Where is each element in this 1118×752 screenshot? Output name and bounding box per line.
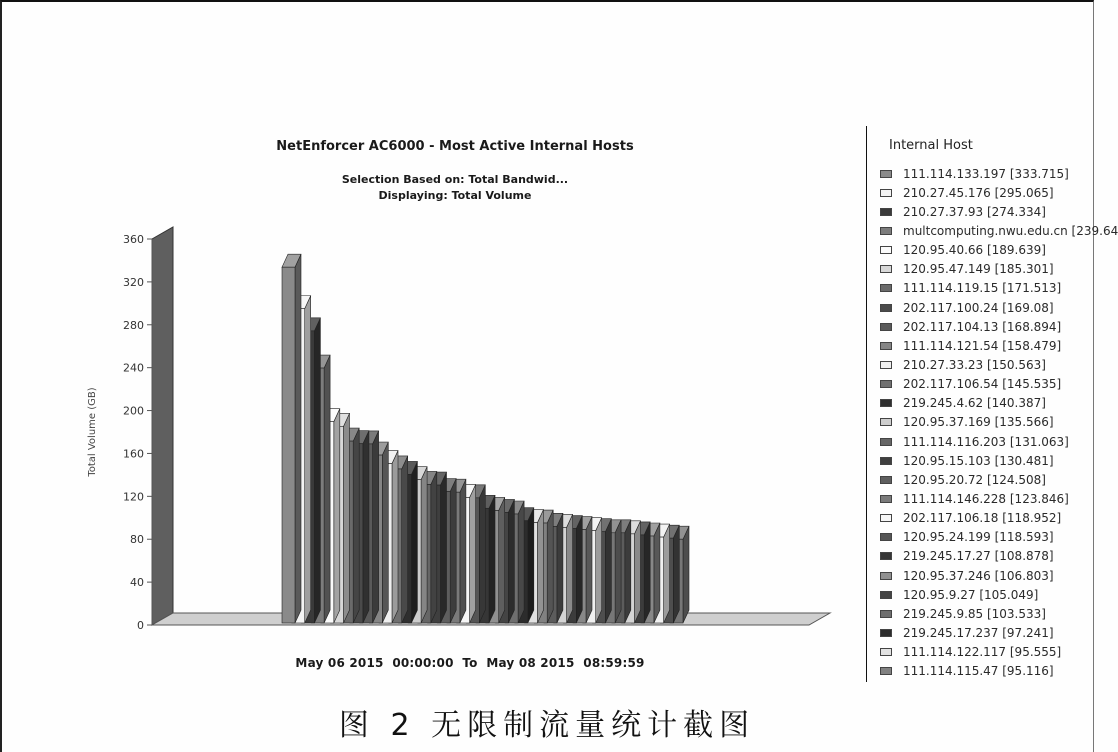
bar-side	[499, 497, 505, 623]
legend-swatch	[880, 667, 892, 675]
legend-item	[880, 566, 1094, 585]
bar-side	[664, 524, 670, 623]
legend-swatch	[880, 208, 892, 216]
bar-side	[479, 485, 485, 623]
legend-swatch	[880, 572, 892, 580]
y-tick-label: 320	[123, 275, 144, 289]
y-tick-label: 240	[123, 361, 144, 375]
bar-side	[353, 428, 359, 623]
legend-swatch	[880, 189, 892, 197]
bar-side	[314, 318, 320, 623]
bar-side	[373, 431, 379, 623]
date-range-label: May 06 2015 00:00:00 To May 08 2015 08:59:59	[295, 656, 645, 670]
legend-item	[880, 643, 1094, 662]
legend-label: multcomputing.nwu.edu.cn [239.64	[903, 223, 1118, 238]
bar-side	[411, 461, 417, 623]
legend-item	[880, 279, 1094, 298]
figure-caption: 图 2 无限制流量统计截图	[338, 708, 756, 743]
bar-side	[402, 456, 408, 623]
legend-label: 120.95.47.149 [185.301]	[903, 262, 1054, 277]
legend-item	[880, 221, 1118, 240]
legend-item	[880, 413, 1094, 432]
bar-side	[547, 510, 553, 623]
legend-label: 111.114.146.228 [123.846]	[903, 491, 1069, 506]
legend-swatch	[880, 170, 892, 178]
legend-item	[880, 394, 1094, 413]
legend-swatch	[880, 246, 892, 254]
legend-item	[880, 604, 1094, 623]
legend-swatch	[880, 342, 892, 350]
legend-label: 219.245.17.27 [108.878]	[903, 549, 1054, 564]
bar-side	[596, 518, 602, 623]
legend-label: 111.114.133.197 [333.715]	[903, 166, 1069, 181]
bar-side	[392, 451, 398, 623]
legend-label: 111.114.121.54 [158.479]	[903, 338, 1062, 353]
legend-item	[880, 298, 1094, 317]
legend-item	[880, 375, 1094, 394]
bar-side	[470, 484, 476, 623]
y-tick-label: 40	[130, 576, 144, 590]
legend-item	[880, 585, 1094, 604]
legend-label: 219.245.9.85 [103.533]	[903, 606, 1046, 621]
legend-label: 120.95.40.66 [189.639]	[903, 243, 1046, 258]
y-tick-label: 200	[123, 404, 144, 418]
bar-side	[441, 472, 447, 623]
bar-side	[460, 479, 466, 623]
legend-item	[880, 470, 1094, 489]
bar-side	[644, 522, 650, 623]
y-tick-label: 80	[130, 533, 144, 547]
legend-swatch	[880, 265, 892, 273]
bar-side	[363, 431, 369, 623]
legend-swatch	[880, 476, 892, 484]
legend-label: 210.27.33.23 [150.563]	[903, 357, 1046, 372]
legend-swatch	[880, 591, 892, 599]
legend-swatch	[880, 304, 892, 312]
legend-item	[880, 183, 1094, 202]
legend-item	[880, 509, 1094, 528]
bar-side	[489, 495, 495, 623]
bar-side	[557, 513, 563, 623]
legend-label: 202.117.100.24 [169.08]	[903, 300, 1054, 315]
legend-item	[880, 432, 1094, 451]
y-tick-label: 160	[123, 447, 144, 461]
bar-side	[576, 516, 582, 624]
legend-item	[880, 528, 1094, 547]
legend-swatch	[880, 418, 892, 426]
bar-side	[673, 525, 679, 623]
chart-subtitle-displaying: Displaying: Total Volume	[378, 189, 532, 202]
legend-label: 219.245.17.237 [97.241]	[903, 625, 1054, 640]
legend-swatch	[880, 533, 892, 541]
legend-label: 120.95.37.246 [106.803]	[903, 568, 1054, 583]
legend-item	[880, 623, 1094, 642]
chart-subtitle-selection: Selection Based on: Total Bandwid...	[341, 173, 569, 186]
legend-swatch	[880, 629, 892, 637]
bar-side	[334, 409, 340, 623]
chart-back-wall	[152, 227, 173, 625]
bar-side	[431, 471, 437, 623]
bar-side	[567, 514, 573, 623]
legend-swatch	[880, 552, 892, 560]
legend-label: 120.95.9.27 [105.049]	[903, 587, 1039, 602]
bar-side	[518, 501, 524, 623]
chart-title: NetEnforcer AC6000 - Most Active Internal Hosts	[276, 139, 634, 154]
legend-label: 202.117.104.13 [168.894]	[903, 319, 1062, 334]
legend-swatch	[880, 227, 892, 235]
legend-label: 202.117.106.54 [145.535]	[903, 377, 1062, 392]
bar-side	[324, 355, 330, 623]
y-tick-label: 120	[123, 490, 144, 504]
bar-side	[295, 254, 301, 623]
legend-label: 202.117.106.18 [118.952]	[903, 511, 1062, 526]
legend-item	[880, 489, 1094, 508]
legend-title: Internal Host	[889, 138, 973, 153]
legend-item	[880, 662, 1094, 681]
legend-label: 120.95.37.169 [135.566]	[903, 415, 1054, 430]
legend-swatch	[880, 323, 892, 331]
legend-item	[880, 336, 1094, 355]
bar-side	[382, 442, 388, 623]
legend-swatch	[880, 284, 892, 292]
bar-side	[305, 296, 311, 623]
legend-item	[880, 355, 1094, 374]
bar-side	[615, 520, 621, 623]
bar-111-114-133-197	[282, 267, 295, 623]
bar-side	[421, 467, 427, 623]
legend-label: 120.95.15.103 [130.481]	[903, 453, 1054, 468]
legend-item	[880, 164, 1094, 183]
bar-side	[538, 510, 544, 623]
legend-label: 120.95.20.72 [124.508]	[903, 472, 1046, 487]
legend-swatch	[880, 495, 892, 503]
legend-item	[880, 317, 1094, 336]
legend-label: 111.114.119.15 [171.513]	[903, 281, 1062, 296]
legend-divider	[866, 126, 867, 682]
legend-label: 111.114.115.47 [95.116]	[903, 664, 1054, 679]
bar-side	[528, 508, 534, 623]
legend-label: 219.245.4.62 [140.387]	[903, 396, 1046, 411]
y-tick-label: 280	[123, 318, 144, 332]
legend-label: 210.27.45.176 [295.065]	[903, 185, 1054, 200]
legend-label: 120.95.24.199 [118.593]	[903, 530, 1054, 545]
legend-item	[880, 241, 1094, 260]
legend-swatch	[880, 438, 892, 446]
bar-side	[344, 413, 350, 623]
legend-swatch	[880, 457, 892, 465]
y-tick-label: 360	[123, 233, 144, 246]
legend-swatch	[880, 648, 892, 656]
legend-list	[880, 164, 1118, 679]
legend-item	[880, 547, 1094, 566]
bar-side	[683, 526, 689, 623]
y-axis-title: Total Volume (GB)	[87, 387, 98, 477]
legend-label: 210.27.37.93 [274.334]	[903, 204, 1046, 219]
bar-side	[605, 519, 611, 623]
bar-side	[654, 523, 660, 623]
bar-side	[450, 478, 456, 623]
bar-side	[625, 520, 631, 623]
legend-swatch	[880, 514, 892, 522]
legend-item	[880, 202, 1094, 221]
legend-item	[880, 260, 1094, 279]
y-tick-label: 0	[137, 619, 144, 632]
legend-label: 111.114.116.203 [131.063]	[903, 434, 1069, 449]
legend-swatch	[880, 610, 892, 618]
bar-side	[635, 521, 641, 623]
legend-swatch	[880, 399, 892, 407]
legend-label: 111.114.122.117 [95.555]	[903, 645, 1062, 660]
legend-item	[880, 451, 1094, 470]
legend-swatch	[880, 380, 892, 388]
legend-swatch	[880, 361, 892, 369]
bar-side	[586, 517, 592, 623]
bar-side	[508, 499, 514, 623]
